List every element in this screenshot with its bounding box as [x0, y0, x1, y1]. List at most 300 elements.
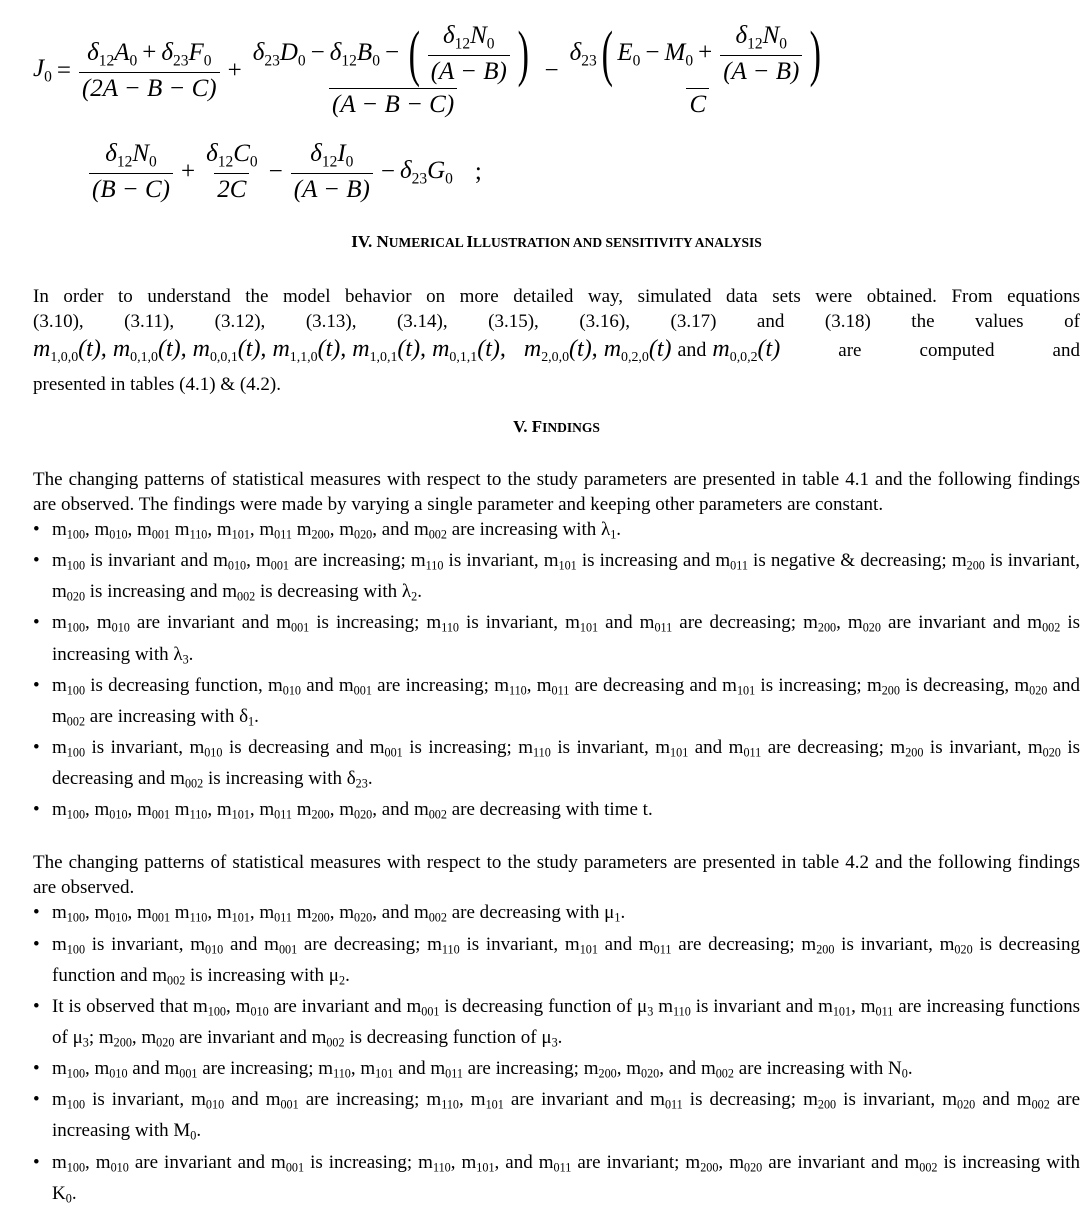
finding-subscript: 110	[432, 1160, 451, 1175]
equation-row-1	[33, 22, 832, 119]
heading-text: N	[376, 232, 389, 251]
finding-text: is invariant,	[85, 1089, 192, 1111]
finding-text: m	[259, 902, 275, 924]
moment-argument: (t),	[569, 336, 604, 362]
finding-text: .	[367, 768, 373, 790]
finding-text: m	[803, 612, 818, 634]
section-4-numeral: IV.	[351, 232, 377, 251]
equation-reference: (3.15),	[488, 311, 539, 332]
finding-subscript: 020	[1029, 683, 1048, 698]
equation-reference: (3.13),	[305, 311, 357, 332]
finding-text: m	[410, 550, 426, 572]
finding-text: is increasing and	[576, 550, 716, 572]
math-symbol: N	[132, 140, 150, 167]
finding-text: are increasing;	[462, 1058, 584, 1080]
math-symbol: δ	[442, 22, 455, 49]
finding-text: m	[52, 705, 67, 727]
finding-subscript: 010	[282, 683, 301, 698]
findings-list-table-4-2	[33, 900, 1080, 1211]
math-subscript: 23	[172, 51, 189, 69]
finding-text: ,	[718, 1151, 730, 1173]
math-subscript: 12	[747, 35, 763, 53]
math-subscript: 0	[486, 35, 495, 53]
eq-row2-tail	[400, 157, 453, 188]
finding-subscript: 200	[113, 1035, 132, 1050]
moments-and: and	[677, 339, 707, 361]
finding-text: m	[818, 995, 833, 1017]
finding-text: m	[296, 799, 312, 821]
finding-text: m	[1027, 736, 1043, 758]
moment-argument: (t),	[317, 336, 353, 362]
finding-subscript: 2	[339, 973, 346, 988]
finding-text: is decreasing,	[899, 674, 1015, 696]
findings-list-table-4-1	[33, 517, 1080, 828]
eq-semicolon: ;	[474, 158, 482, 186]
finding-text: m	[276, 612, 291, 634]
finding-text: is increasing;	[755, 674, 867, 696]
finding-text: are decreasing;	[761, 736, 891, 758]
finding-text: ;	[88, 1026, 99, 1048]
finding-text: ,	[85, 519, 95, 540]
finding-text: m	[94, 902, 110, 924]
finding-text: m	[461, 1151, 477, 1173]
section-5-numeral: V.	[513, 417, 532, 436]
finding-subscript: 1	[614, 911, 621, 926]
finding-subscript: 100	[207, 1004, 226, 1019]
finding-text: ,	[246, 550, 256, 572]
finding-text: is decreasing with λ	[255, 581, 412, 603]
finding-subscript: 110	[189, 527, 208, 542]
finding-text: m	[264, 933, 279, 955]
math-subscript: 23	[581, 51, 597, 69]
moments-list	[33, 336, 780, 366]
finding-text: is increasing with δ	[203, 768, 356, 790]
finding-text: are invariant and	[129, 612, 277, 634]
finding-text: are invariant and	[174, 1026, 312, 1048]
eq-term3-inner-frac	[720, 22, 802, 86]
moment-argument: (t),	[78, 336, 113, 362]
finding-subscript: 011	[274, 911, 292, 926]
moment-symbol: m	[603, 336, 622, 362]
finding-item	[33, 900, 1080, 931]
finding-subscript: 101	[231, 527, 250, 542]
finding-text: m	[296, 519, 312, 540]
finding-subscript: 200	[881, 683, 900, 698]
finding-text: is increasing and	[85, 581, 223, 603]
eq-term1-denominator: (2A − B − C)	[79, 72, 220, 103]
finding-text: are decreasing with μ	[446, 902, 615, 924]
document-page	[33, 0, 1080, 1212]
finding-subscript: 100	[66, 1160, 86, 1175]
finding-subscript: 020	[957, 1097, 976, 1112]
finding-subscript: 002	[715, 1066, 734, 1081]
finding-text: m	[369, 736, 385, 758]
math-symbol: N	[762, 22, 780, 49]
equation-reference: the	[911, 311, 935, 332]
eq-term3-denominator: C	[686, 88, 709, 119]
finding-subscript: 110	[533, 745, 551, 760]
finding-subscript: 011	[274, 807, 292, 822]
finding-text: ,	[127, 799, 138, 821]
finding-text: is increasing;	[304, 1151, 419, 1173]
right-paren: )	[809, 20, 822, 89]
finding-subscript: 110	[333, 1066, 351, 1081]
finding-text: m	[94, 1058, 110, 1080]
finding-subscript: 110	[189, 911, 208, 926]
heading-text: UMERICAL	[388, 235, 467, 250]
finding-item	[33, 932, 1080, 994]
finding-subscript: 002	[167, 973, 186, 988]
finding-text: m	[866, 674, 882, 696]
finding-subscript: 200	[598, 1066, 617, 1081]
finding-subscript: 011	[553, 1160, 572, 1175]
eq-term3	[567, 22, 829, 119]
finding-text: ,	[329, 799, 340, 821]
finding-subscript: 010	[109, 807, 128, 822]
finding-text: m	[728, 736, 744, 758]
finding-subscript: 200	[966, 558, 985, 573]
finding-subscript: 001	[151, 807, 171, 822]
finding-text: m	[52, 674, 67, 696]
math-symbol: M	[664, 38, 686, 66]
finding-text: m	[52, 799, 67, 821]
finding-subscript: 200	[700, 1160, 719, 1175]
finding-subscript: 020	[1042, 745, 1061, 760]
math-symbol: J	[33, 55, 45, 82]
finding-text: m	[942, 1089, 957, 1111]
moments-tail-word: are	[838, 340, 862, 361]
finding-subscript: 010	[110, 1160, 129, 1175]
finding-text: ,	[85, 902, 95, 924]
finding-subscript: 200	[311, 911, 330, 926]
finding-text: .	[254, 705, 259, 727]
finding-text: m	[213, 550, 228, 572]
finding-subscript: 100	[66, 621, 86, 636]
moment-symbol: m	[712, 336, 730, 362]
finding-text: is invariant,	[459, 933, 565, 955]
finding-text: is invariant,	[458, 612, 566, 634]
finding-subscript: 011	[551, 683, 570, 698]
equation-reference: (3.16),	[579, 311, 630, 332]
finding-subscript: 020	[743, 1160, 763, 1175]
math-symbol: E	[617, 38, 633, 66]
heading-text: I	[466, 232, 473, 251]
equation-reference: values	[975, 311, 1024, 332]
finding-text: m	[52, 1089, 67, 1111]
finding-text: m	[141, 1026, 157, 1048]
eq-plus: +	[180, 158, 196, 186]
math-symbol: C	[233, 140, 250, 167]
finding-subscript: 001	[151, 527, 171, 542]
finding-text: is invariant,	[443, 550, 544, 572]
eq-row2-t1-num	[102, 140, 160, 173]
finding-text: m	[406, 995, 422, 1017]
finding-text: ,	[226, 995, 236, 1017]
math-symbol: G	[427, 156, 446, 184]
finding-subscript: 010	[109, 911, 128, 926]
finding-text: are decreasing with time t.	[446, 799, 653, 821]
finding-item	[33, 1087, 1080, 1149]
finding-text: , and	[494, 1151, 539, 1173]
finding-text: are increasing;	[298, 1089, 427, 1111]
finding-text: m	[426, 612, 442, 634]
finding-subscript: 110	[441, 1097, 459, 1112]
math-symbol: δ	[252, 38, 265, 66]
finding-text: m	[318, 1058, 334, 1080]
finding-text: m	[94, 799, 110, 821]
finding-text: m	[413, 902, 429, 924]
math-subscript: 0	[372, 51, 380, 69]
finding-subscript: 200	[905, 745, 924, 760]
section-4-paragraph	[33, 284, 1080, 397]
finding-text: m	[655, 736, 671, 758]
finding-subscript: 001	[151, 911, 171, 926]
eq-plus: +	[227, 56, 242, 84]
finding-subscript: 100	[66, 1097, 86, 1112]
finding-subscript: 002	[184, 776, 204, 791]
finding-subscript: 200	[311, 807, 330, 822]
math-subscript: 0	[203, 51, 212, 69]
finding-subscript: 110	[425, 558, 444, 573]
eq-term3-inner-den: (A − B)	[720, 55, 802, 86]
finding-subscript: 2	[411, 589, 418, 604]
eq-minus: −	[268, 158, 283, 186]
math-subscript: 12	[341, 51, 357, 69]
finding-subscript: 010	[205, 1097, 225, 1112]
finding-subscript: 100	[66, 807, 86, 822]
finding-text: ,	[127, 519, 138, 540]
eq-term3-inner-num	[732, 22, 790, 55]
equation-references	[33, 309, 1080, 334]
finding-text: and	[1047, 674, 1081, 696]
finding-text: and	[300, 674, 339, 696]
eq-term2	[250, 22, 537, 119]
finding-text: m	[137, 799, 152, 821]
moment-argument: (t)	[757, 336, 781, 362]
math-subscript: 12	[321, 153, 338, 171]
math-symbol: δ	[105, 140, 117, 167]
eq-row2-term3	[291, 140, 373, 204]
finding-text: m	[639, 612, 655, 634]
finding-item	[33, 994, 1080, 1056]
finding-text: ,	[207, 519, 217, 540]
section-4-text-line-1: In order to understand the model behavior on more detailed way, simulated data sets were obtained. From equations	[33, 286, 1080, 307]
finding-text: is negative & decreasing;	[747, 550, 952, 572]
finding-subscript: 101	[375, 1066, 394, 1081]
finding-text: m	[174, 519, 190, 540]
finding-text: m	[543, 550, 559, 572]
finding-text: m	[191, 1089, 206, 1111]
finding-subscript: 020	[354, 527, 373, 542]
finding-text: m	[52, 736, 67, 758]
heading-text: INDINGS	[542, 420, 600, 435]
finding-text: are increasing functions of μ	[52, 995, 1081, 1048]
moment-symbol: m	[192, 336, 210, 362]
equation-j0	[33, 0, 1080, 220]
finding-subscript: 011	[664, 1097, 683, 1112]
finding-subscript: 0	[901, 1066, 908, 1081]
finding-subscript: 0	[190, 1129, 197, 1144]
equation-reference: (3.17)	[670, 311, 717, 332]
equation-reference: (3.18)	[824, 311, 871, 332]
section-4-text-last: presented in tables (4.1) & (4.2).	[33, 374, 281, 395]
finding-subscript: 3	[82, 1035, 89, 1050]
finding-text: m	[339, 799, 355, 821]
finding-text: ,	[85, 1151, 96, 1173]
finding-subscript: 101	[736, 683, 756, 698]
finding-text: m	[801, 933, 817, 955]
math-subscript: 0	[149, 153, 157, 171]
finding-subscript: 100	[66, 745, 86, 760]
math-symbol: δ	[206, 140, 218, 167]
finding-text: are decreasing;	[297, 933, 428, 955]
finding-subscript: 011	[743, 745, 762, 760]
math-symbol: +	[142, 38, 157, 66]
finding-subscript: 001	[179, 1066, 198, 1081]
math-symbol: δ	[310, 140, 322, 167]
finding-text: are invariant and	[128, 1151, 272, 1173]
finding-text: ,	[458, 1089, 471, 1111]
finding-text: are invariant;	[571, 1151, 686, 1173]
math-symbol: B	[356, 38, 373, 66]
finding-text: m	[564, 933, 580, 955]
math-symbol: δ	[329, 38, 342, 66]
eq-term2-inner	[428, 22, 510, 86]
finding-text: m	[235, 995, 251, 1017]
finding-subscript: 011	[445, 1066, 463, 1081]
finding-subscript: 200	[311, 527, 330, 542]
finding-text: is invariant,	[923, 736, 1028, 758]
left-paren: (	[408, 20, 421, 89]
math-subscript: 0	[779, 35, 788, 53]
finding-subscript: 002	[428, 527, 447, 542]
moment-subscript: 1,0,1	[369, 349, 398, 365]
finding-subscript: 110	[673, 1004, 691, 1019]
math-subscript: 12	[217, 153, 234, 171]
moment-subscript: 1,0,0	[50, 349, 79, 365]
finding-text: is invariant,	[984, 550, 1081, 572]
finding-text: m	[722, 674, 737, 696]
finding-subscript: 3	[647, 1004, 654, 1019]
finding-text: and	[127, 1058, 165, 1080]
finding-item	[33, 1150, 1080, 1212]
finding-text: m	[259, 799, 275, 821]
finding-text: m	[700, 1058, 716, 1080]
moment-subscript: 0,0,1	[209, 349, 238, 365]
finding-text: , and	[372, 902, 414, 924]
finding-text: m	[52, 933, 67, 955]
finding-text: .	[616, 519, 622, 540]
finding-subscript: 020	[66, 589, 86, 604]
finding-text: ,	[249, 902, 260, 924]
finding-text: m	[1014, 674, 1030, 696]
finding-text: m	[52, 519, 67, 540]
finding-text: ,	[85, 612, 97, 634]
equation-reference: and	[756, 311, 785, 332]
finding-text: is decreasing function of μ	[344, 1026, 552, 1048]
finding-text: m	[267, 674, 283, 696]
moment-subscript: 0,2,0	[621, 349, 649, 365]
moment-subscript: 1,1,0	[289, 349, 318, 365]
finding-text: ,	[329, 902, 340, 924]
finding-subscript: 020	[954, 942, 973, 957]
equation-reference: (3.10),	[33, 311, 84, 332]
finding-item	[33, 797, 1080, 828]
finding-text: and	[598, 612, 640, 634]
finding-text: is decreasing;	[682, 1089, 804, 1111]
math-symbol: δ	[735, 22, 748, 49]
finding-subscript: 3	[551, 1035, 558, 1050]
finding-text: m	[52, 902, 67, 924]
finding-text: .	[417, 581, 422, 603]
finding-text: m	[685, 1151, 701, 1173]
eq-term3-numerator	[567, 22, 829, 88]
finding-text: m	[729, 1151, 744, 1173]
finding-text: m	[583, 1058, 599, 1080]
moment-symbol: m	[352, 336, 370, 362]
finding-subscript: 010	[109, 527, 128, 542]
finding-text: ,	[616, 1058, 627, 1080]
finding-text: m	[339, 519, 355, 540]
finding-item	[33, 610, 1080, 672]
finding-subscript: 002	[66, 714, 86, 729]
moment-subscript: 2,0,0	[541, 349, 570, 365]
finding-item	[33, 1056, 1080, 1087]
finding-subscript: 002	[236, 589, 256, 604]
math-subscript: 12	[454, 35, 471, 53]
finding-subscript: 010	[227, 558, 247, 573]
moment-argument: (t),	[477, 336, 524, 362]
math-subscript: 0	[685, 51, 694, 69]
finding-text: m	[216, 902, 232, 924]
math-subscript: 12	[98, 51, 115, 69]
finding-subscript: 002	[919, 1160, 938, 1175]
finding-text: m	[715, 550, 731, 572]
moment-m002	[712, 336, 781, 365]
finding-text: m	[98, 1026, 114, 1048]
finding-item	[33, 517, 1080, 548]
eq-row2-term1	[89, 140, 173, 204]
math-symbol: D	[279, 38, 298, 66]
finding-subscript: 002	[1042, 621, 1061, 636]
finding-subscript: 101	[231, 807, 250, 822]
finding-subscript: 101	[670, 745, 689, 760]
finding-text: m	[152, 964, 168, 986]
finding-text: m	[259, 519, 275, 540]
equation-reference: (3.12),	[214, 311, 266, 332]
equation-row-2	[86, 140, 482, 204]
eq-row2-t3-num	[307, 140, 356, 173]
finding-text: m	[338, 674, 354, 696]
section-4-title	[376, 232, 761, 251]
finding-text: ,	[249, 519, 260, 540]
right-paren: )	[517, 20, 529, 89]
finding-text: are invariant and	[762, 1151, 905, 1173]
finding-text: and	[688, 736, 729, 758]
math-symbol: δ	[87, 38, 99, 66]
finding-text: m	[52, 1058, 67, 1080]
finding-text: m	[174, 902, 190, 924]
eq-row2-t1-den: (B − C)	[89, 173, 173, 204]
finding-subscript: 020	[354, 807, 373, 822]
finding-subscript: 101	[579, 621, 599, 636]
finding-text: m	[418, 1151, 433, 1173]
finding-text: m	[565, 612, 580, 634]
eq-row2-t3-den: (A − B)	[291, 173, 373, 204]
moment-subscript: 0,0,2	[729, 349, 758, 365]
finding-text: ,	[127, 902, 138, 924]
finding-subscript: 101	[832, 1004, 852, 1019]
